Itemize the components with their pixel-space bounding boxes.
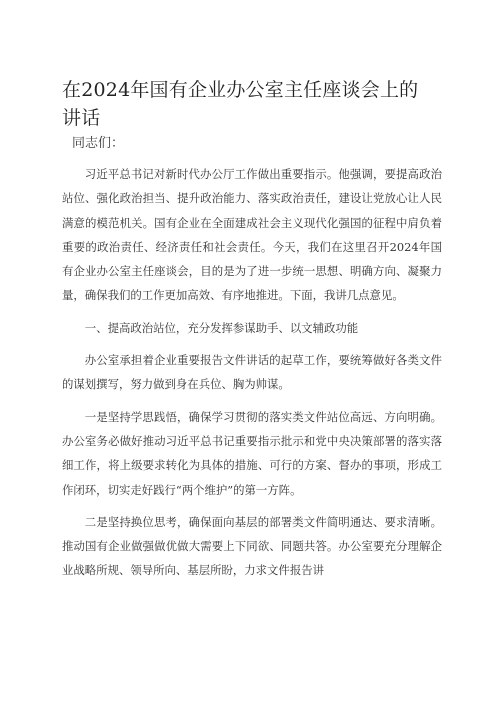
section-heading-1: 一、提高政治站位，充分发挥参谋助手、以文辅政功能 [84, 320, 359, 335]
paragraph-point-2: 二是坚持换位思考，确保面向基层的部署类文件简明通达、要求清晰。推动国有企业做强做优做大需要上下同欲、同题共答。办公室要充分理解企业战略所规、领导所向、基层所盼，力求文件报告讲 [62, 514, 442, 578]
salutation: 同志们： [72, 136, 125, 151]
paragraph-intro: 习近平总书记对新时代办公厅工作做出重要指示。他强调，要提高政治站位、强化政治担当、提升政治能力、落实政治责任，建设让党放心让人民满意的模范机关。国有企业在全面建成社会主义现代化强国的征程中肩负着重要的政治责任、经济责任和社会责任。今天，我们在这里召开2024年国有企业办公室主任座谈会，目的是为了进一步统一思想、明确方向、凝聚力量，确保我们的工作更加高效、有序地推进。下面，我讲几点意见。 [62, 167, 442, 303]
document-title: 在2024年国有企业办公室主任座谈会上的讲话 [62, 79, 419, 129]
document-body [62, 162, 442, 591]
paragraph-point-1: 一是坚持学思践悟，确保学习贯彻的落实类文件站位高远、方向明确。办公室务必做好推动习近平总书记重要指示批示和党中央决策部署的落实落细工作，将上级要求转化为具体的措施、可行的方案、督办的事项，形成工作闭环，切实走好践行“两个维护”的第一方阵。 [62, 409, 442, 497]
paragraph-section-1-intro: 办公室承担着企业重要报告文件讲话的起草工作，要统筹做好各类文件的谋划撰写，努力做到身在兵位、胸为帅谋。 [62, 353, 442, 392]
